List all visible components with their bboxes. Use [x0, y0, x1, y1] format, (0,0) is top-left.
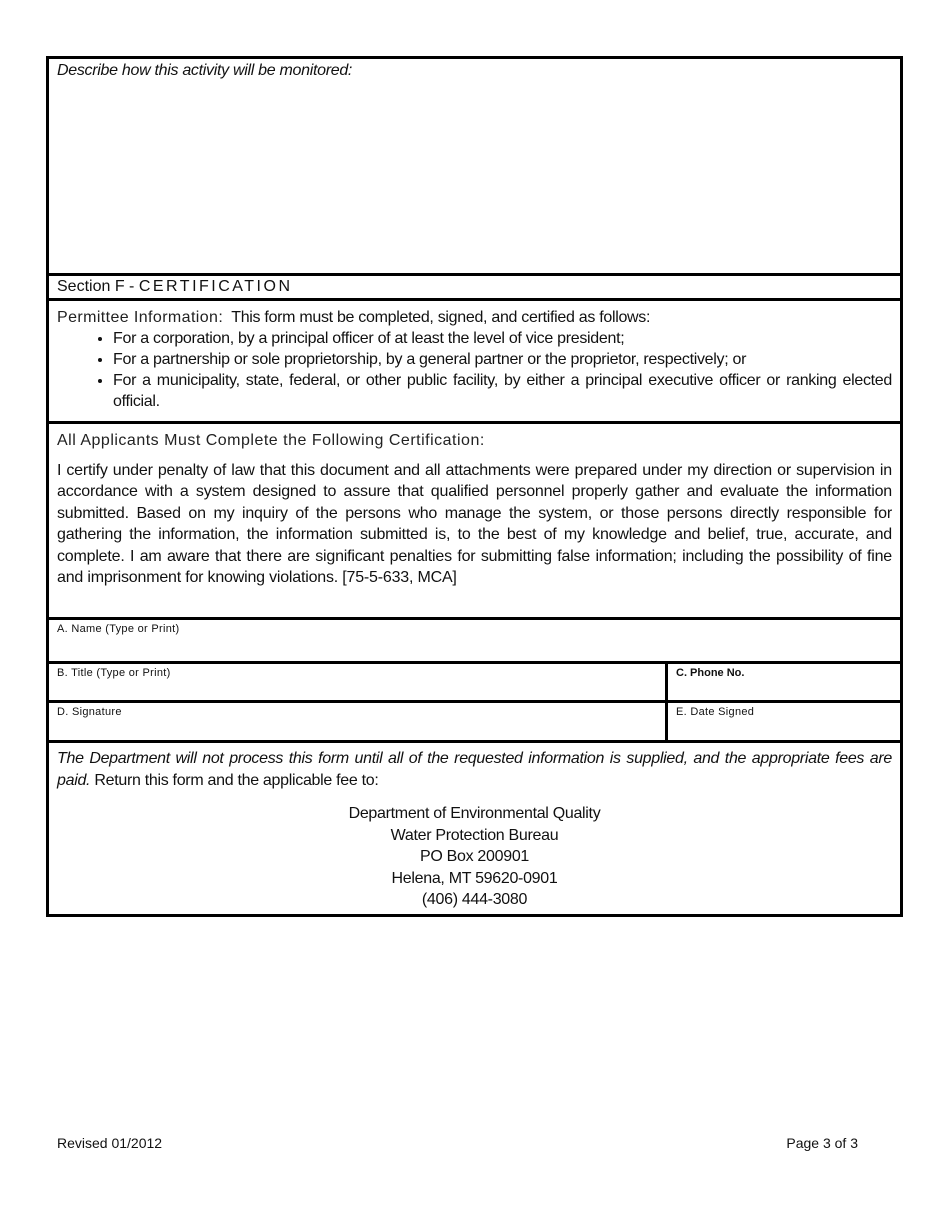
phone-field[interactable]	[665, 664, 900, 700]
list-item: • For a corporation, by a principal officer of at least the level of vice president;	[113, 328, 892, 349]
name-field[interactable]	[49, 620, 900, 661]
address-line: Department of Environmental Quality	[348, 805, 601, 822]
permittee-information	[49, 301, 900, 424]
section-f-title: CERTIFICATION	[138, 278, 293, 295]
title-phone-row	[49, 664, 900, 703]
permittee-list	[57, 328, 892, 412]
address-line: Water Protection Bureau	[390, 826, 559, 844]
name-label: A. Name (Type or Print)	[57, 623, 180, 635]
date-signed-label: E. Date Signed	[676, 706, 755, 718]
return-instructions	[49, 743, 900, 914]
title-label: B. Title (Type or Print)	[57, 667, 171, 679]
section-f-header	[49, 276, 900, 301]
permittee-intro: This form must be completed, signed, and certified as follows:	[231, 309, 651, 326]
address-line: Helena, MT 59620-0901	[391, 869, 558, 887]
return-note	[57, 748, 892, 791]
revision-date: Revised 01/2012	[57, 1135, 163, 1151]
monitoring-prompt: Describe how this activity will be monitored:	[57, 62, 353, 79]
list-item: • For a municipality, state, federal, or other public facility, by either a principal executive officer or ranking elected official.	[113, 370, 892, 412]
certification-statement	[49, 424, 900, 620]
name-row	[49, 620, 900, 664]
signature-date-row	[49, 703, 900, 743]
list-item: • For a partnership or sole proprietorship, by a general partner or the proprietor, respectively; or	[113, 349, 892, 370]
certification-form	[46, 56, 903, 917]
mailing-address	[57, 803, 892, 911]
return-instruction: Return this form and the applicable fee to:	[90, 771, 379, 789]
certification-text: I certify under penalty of law that this document and all attachments were prepared under my direction or supervision in accordance with a system designed to assure that qualified personnel properly gather and evaluate the information submitted. Based on my inquiry of the persons who manage the system, or those persons directly responsible for gathering the information, the information submitted is, to the best of my knowledge and belief, true, accurate, and complete. I am aware that there are significant penalties for submitting false information; including the possibility of fine and imprisonment for knowing violations. [75-5-633, MCA]	[57, 461, 892, 586]
permittee-label: Permittee Information:	[57, 309, 224, 326]
page-number: Page 3 of 3	[786, 1135, 858, 1151]
address-line: (406) 444-3080	[421, 891, 528, 908]
signature-label: D. Signature	[57, 706, 122, 718]
monitoring-description-field[interactable]	[49, 59, 900, 276]
signature-field[interactable]	[49, 703, 665, 740]
date-signed-field[interactable]	[665, 703, 900, 740]
address-line: PO Box 200901	[419, 848, 530, 865]
certification-heading: All Applicants Must Complete the Following Certification:	[57, 432, 485, 449]
processing-notice: The Department will not process this form until all of the requested information is supplied, and the appropriate fees are paid.	[57, 750, 892, 789]
section-f-prefix: Section F -	[57, 278, 139, 295]
title-field[interactable]	[49, 664, 665, 700]
phone-label: C. Phone No.	[676, 667, 745, 679]
